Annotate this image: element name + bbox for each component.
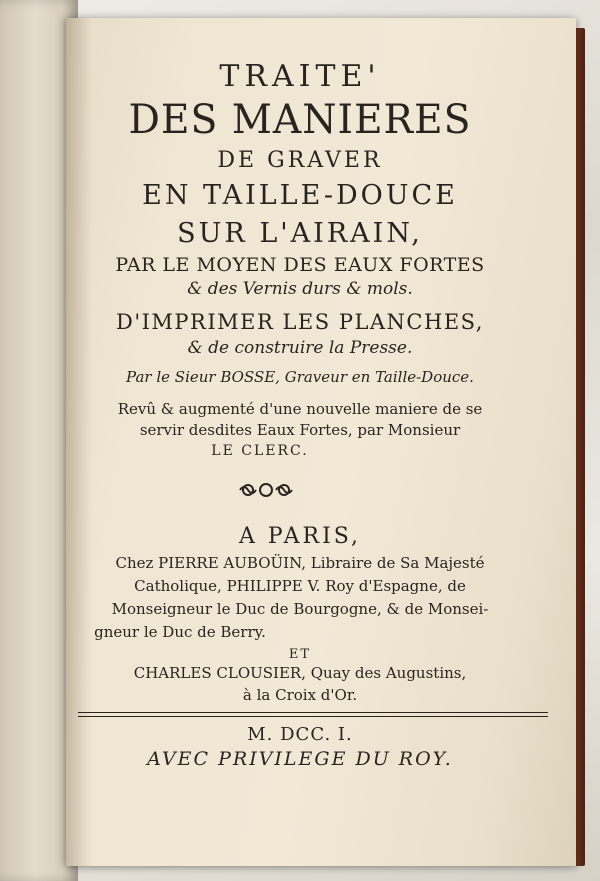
double-rule-bottom xyxy=(78,716,548,717)
publisher-line-3: Monseigneur le Duc de Bourgogne, & de Monsei- xyxy=(111,600,489,618)
title-line-9: & de construire la Presse. xyxy=(187,338,413,358)
title-line-6: PAR LE MOYEN DES EAUX FORTES xyxy=(115,254,485,276)
revision-line-2: servir desdites Eaux Fortes, par Monsieur xyxy=(139,421,461,439)
printer-ornament xyxy=(238,480,294,500)
author-line: Par le Sieur BOSSE, Graveur en Taille-Douce. xyxy=(126,368,474,386)
publisher2-line-1: CHARLES CLOUSIER, Quay des Augustins, xyxy=(133,664,467,682)
title-line-2: DES MANIERES xyxy=(128,97,472,143)
revision-line-1: Revû & augmenté d'une nouvelle maniere de se xyxy=(117,400,483,418)
date-line: M. DCC. I. xyxy=(247,724,353,745)
publisher-line-2: Catholique, PHILIPPE V. Roy d'Espagne, de xyxy=(134,577,466,595)
revision-line-3: LE CLERC. xyxy=(211,443,309,459)
title-line-5: SUR L'AIRAIN, xyxy=(177,218,423,249)
double-rule-top xyxy=(78,712,548,713)
title-line-8: D'IMPRIMER LES PLANCHES, xyxy=(116,310,484,334)
publisher-line-4: gneur le Duc de Berry. xyxy=(94,623,266,641)
publisher2-line-2: à la Croix d'Or. xyxy=(242,686,358,704)
privilege-line: AVEC PRIVILEGE DU ROY. xyxy=(147,748,453,770)
title-line-4: EN TAILLE-DOUCE xyxy=(142,180,458,211)
title-line-7: & des Vernis durs & mols. xyxy=(187,279,413,299)
publisher-line-1: Chez PIERRE AUBOÜIN, Libraire de Sa Majesté xyxy=(115,554,485,572)
conjunction-line: ET xyxy=(288,647,312,662)
title-line-3: DE GRAVER xyxy=(217,148,383,173)
title-line-1: TRAITE' xyxy=(219,59,381,94)
place-line: A PARIS, xyxy=(238,524,362,549)
